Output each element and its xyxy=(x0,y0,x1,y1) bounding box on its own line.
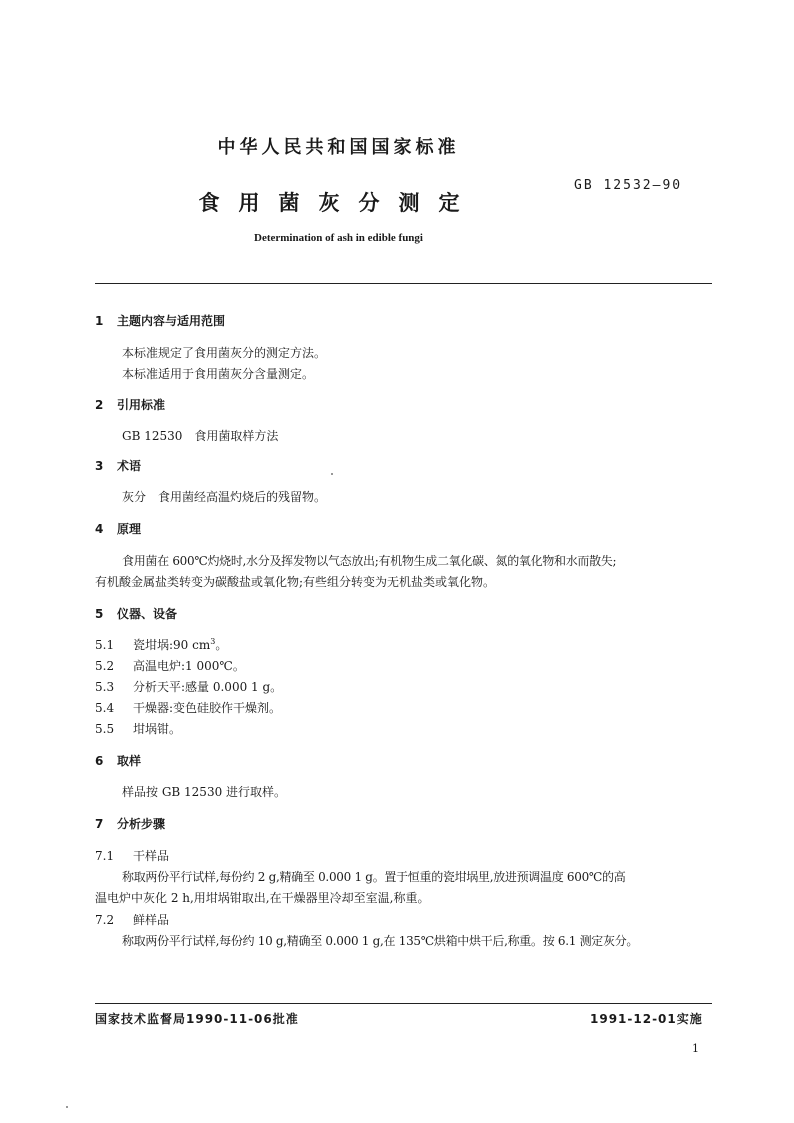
equipment-item: 5.4 干燥器:变色硅胶作干燥剂。 xyxy=(95,701,282,715)
subsection-7-2-line-1: 称取两份平行试样,每份约 10 g,精确至 0.000 1 g,在 135℃烘箱中烘干后,称重。按 6.1 测定灰分。 xyxy=(122,934,639,948)
standard-code: GB 12532—90 xyxy=(574,178,683,193)
section-3-paragraph: 灰分 食用菌经高温灼烧后的残留物。 xyxy=(122,490,327,504)
scan-speck xyxy=(331,473,333,475)
subsection-7-1-line-1: 称取两份平行试样,每份约 2 g,精确至 0.000 1 g。置于恒重的瓷坩埚里,放进预调温度 600℃的高 xyxy=(122,870,626,884)
scan-speck xyxy=(66,1106,68,1108)
equipment-item: 5.2 高温电炉:1 000℃。 xyxy=(95,659,245,673)
section-7-heading: 7 分析步骤 xyxy=(95,817,166,831)
section-2-paragraph: GB 12530 食用菌取样方法 xyxy=(122,429,279,443)
section-4-line-1: 食用菌在 600℃灼烧时,水分及挥发物以气态放出;有机物生成二氧化碳、氮的氧化物和水而散失; xyxy=(122,554,617,568)
section-2-heading: 2 引用标准 xyxy=(95,398,166,412)
national-standard-title: 中华人民共和国国家标准 xyxy=(217,137,460,158)
section-1-paragraph-1: 本标准规定了食用菌灰分的测定方法。 xyxy=(122,346,327,360)
subsection-7-2-heading: 7.2 鲜样品 xyxy=(95,913,170,927)
section-6-paragraph: 样品按 GB 12530 进行取样。 xyxy=(122,785,287,799)
equipment-item: 5.5 坩埚钳。 xyxy=(95,722,182,736)
section-4-line-2: 有机酸金属盐类转变为碳酸盐或氧化物;有些组分转变为无机盐类或氧化物。 xyxy=(95,575,496,589)
section-1-paragraph-2: 本标准适用于食用菌灰分含量测定。 xyxy=(122,367,315,381)
section-4-heading: 4 原理 xyxy=(95,522,142,536)
document-title: 食用菌灰分测定 xyxy=(198,191,479,215)
section-6-heading: 6 取样 xyxy=(95,754,142,768)
page-number: 1 xyxy=(692,1042,699,1055)
section-1-heading: 1 主题内容与适用范围 xyxy=(95,314,226,328)
equipment-item: 5.1 瓷坩埚:90 $cm^3$。 xyxy=(95,637,228,652)
header-divider xyxy=(95,283,712,284)
approval-line: 国家技术监督局1990-11-06批准 xyxy=(95,1012,299,1026)
subsection-7-1-heading: 7.1 干样品 xyxy=(95,849,170,863)
equipment-item: 5.3 分析天平:感量 0.000 1 g。 xyxy=(95,680,283,694)
subsection-7-1-line-2: 温电炉中灰化 2 h,用坩埚钳取出,在干燥器里冷却至室温,称重。 xyxy=(95,891,430,905)
implementation-date: 1991-12-01实施 xyxy=(590,1012,703,1026)
section-5-heading: 5 仪器、设备 xyxy=(95,607,178,621)
english-title: Determination of ash in edible fungi xyxy=(254,232,423,244)
section-3-heading: 3 术语 xyxy=(95,459,142,473)
footer-divider xyxy=(95,1003,712,1004)
